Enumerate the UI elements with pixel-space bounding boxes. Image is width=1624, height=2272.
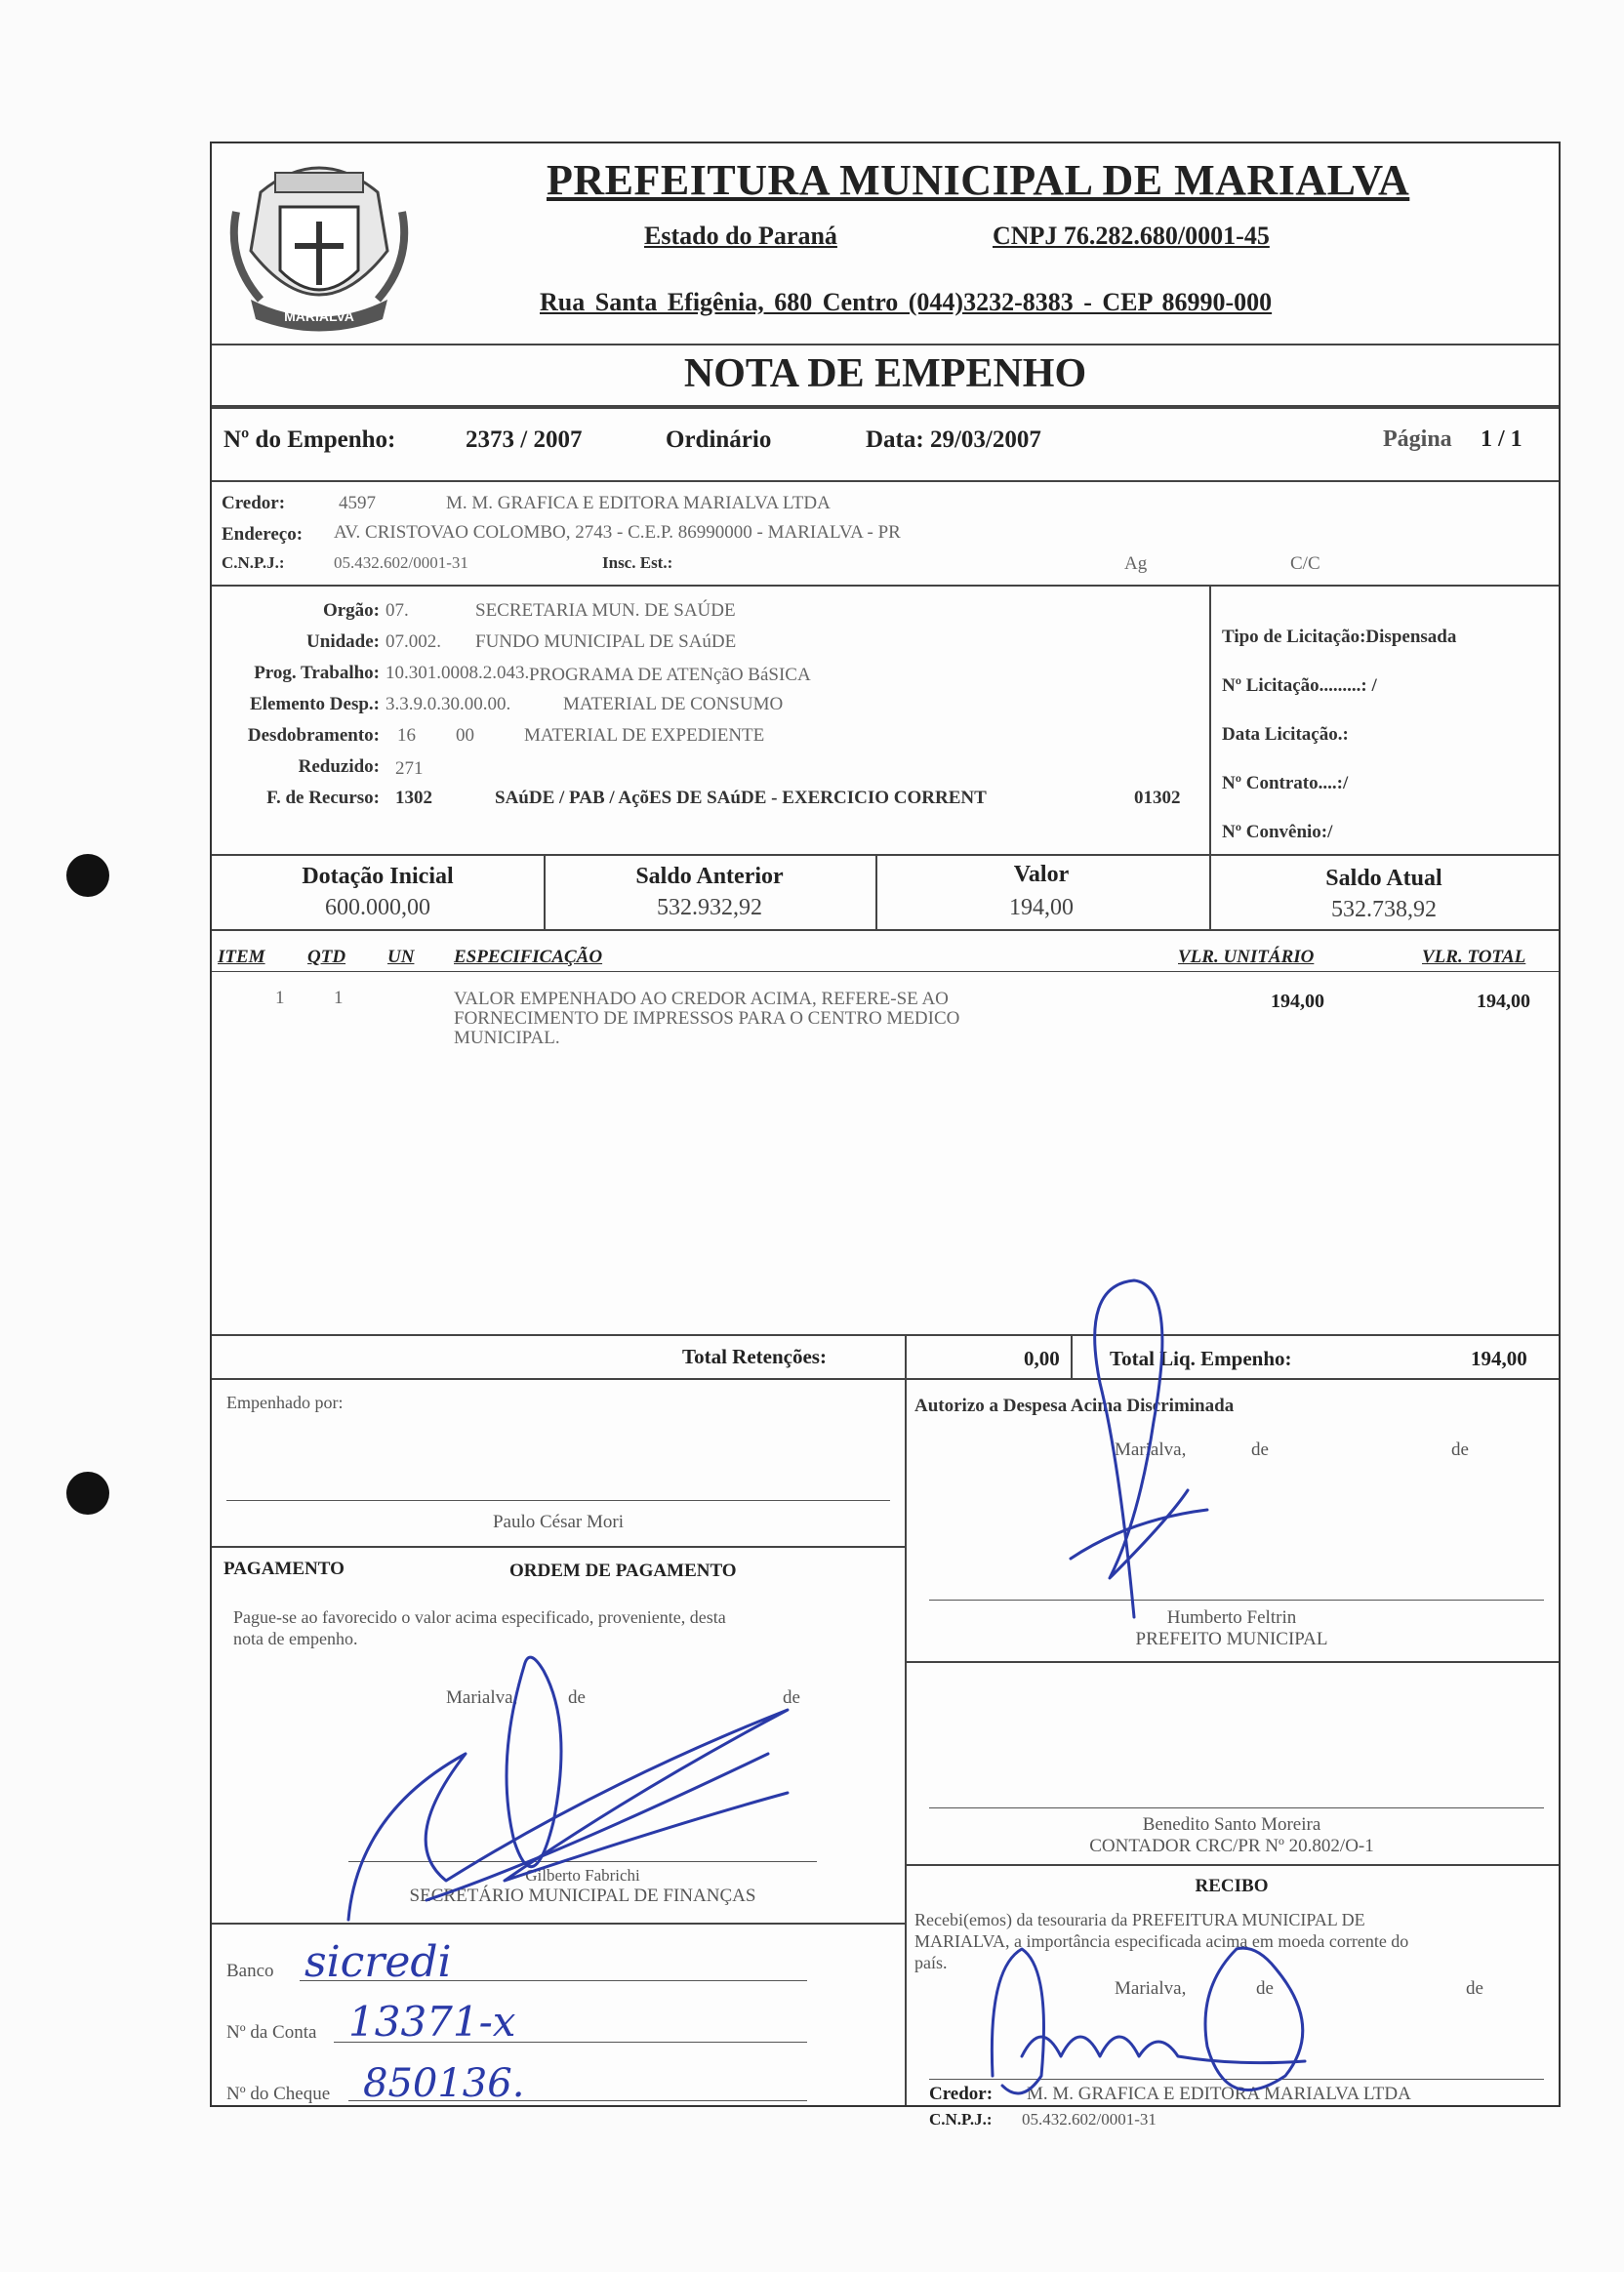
- recibo-de2: de: [1466, 1978, 1483, 1999]
- cnpj-label: CNPJ 76.282.680/0001-45: [993, 222, 1270, 250]
- address-label: Rua Santa Efigênia, 680 Centro (044)3232-8383 - CEP 86990-000: [540, 288, 1273, 316]
- col-qtd: QTD: [307, 947, 346, 967]
- unidade-label: Unidade:: [306, 631, 380, 652]
- numero-licitacao: Nº Licitação.........: /: [1222, 675, 1377, 696]
- empenho-number-label: Nº do Empenho:: [223, 426, 396, 453]
- item-desc-line2: FORNECIMENTO DE IMPRESSOS PARA O CENTRO MEDICO: [454, 1008, 960, 1029]
- valor-value: 194,00: [1009, 895, 1074, 920]
- cheque-label: Nº do Cheque: [226, 2084, 331, 2104]
- total-retencoes-label: Total Retenções:: [682, 1345, 827, 1368]
- banco-label: Banco: [226, 1961, 274, 1981]
- coat-of-arms-logo: [222, 153, 417, 344]
- numero-contrato: Nº Contrato....:/: [1222, 773, 1349, 793]
- insc-est-label: Insc. Est.:: [602, 553, 673, 572]
- page-title: PREFEITURA MUNICIPAL DE MARIALVA: [547, 156, 1410, 204]
- orgao-label: Orgão:: [322, 600, 380, 621]
- punch-hole-bottom: [66, 1472, 109, 1515]
- unidade-name: FUNDO MUNICIPAL DE SAúDE: [475, 631, 737, 652]
- empenho-date: Data: 29/03/2007: [866, 426, 1041, 453]
- credor-code: 4597: [339, 493, 376, 513]
- saldo-atual-value: 532.738,92: [1331, 897, 1437, 922]
- col-especificacao: ESPECIFICAÇÃO: [454, 947, 603, 967]
- endereco-value: AV. CRISTOVAO COLOMBO, 2743 - C.E.P. 86990000 - MARIALVA - PR: [334, 522, 901, 543]
- state-label: Estado do Paraná: [644, 222, 837, 250]
- ag-label: Ag: [1124, 553, 1148, 574]
- autorizo-place: Marialva,: [1115, 1440, 1187, 1460]
- dotacao-inicial-label: Dotação Inicial: [302, 864, 454, 889]
- total-liquido-value: 194,00: [1471, 1347, 1527, 1370]
- credor-signature: [983, 1929, 1412, 2115]
- tipo-licitacao: Tipo de Licitação:Dispensada: [1222, 627, 1457, 647]
- prog-trabalho-code: 10.301.0008.2.043.: [386, 663, 530, 683]
- recibo-cnpj-label: C.N.P.J.:: [929, 2110, 993, 2129]
- desdobramento-code1: 16: [397, 725, 416, 746]
- recurso-name: SAúDE / PAB / AçõES DE SAúDE - EXERCICIO CORRENT: [495, 788, 987, 808]
- elemento-code: 3.3.9.0.30.00.00.: [386, 694, 511, 714]
- valor-label: Valor: [1013, 862, 1070, 887]
- empenho-number-value: 2373 / 2007: [466, 426, 583, 453]
- col-vlr-total: VLR. TOTAL: [1422, 947, 1526, 967]
- col-un: UN: [387, 947, 415, 967]
- document-title: NOTA DE EMPENHO: [683, 351, 1087, 396]
- credor-cnpj-label: C.N.P.J.:: [222, 553, 285, 572]
- reduzido-value: 271: [395, 758, 424, 779]
- col-vlr-unitario: VLR. UNITÁRIO: [1178, 947, 1315, 967]
- recurso-code2: 01302: [1134, 788, 1181, 808]
- page-label: Página: [1383, 426, 1452, 452]
- recibo-credor-label: Credor:: [929, 2084, 994, 2104]
- pagamento-place: Marialva,: [446, 1687, 518, 1708]
- contador-role: CONTADOR CRC/PR Nº 20.802/O-1: [1089, 1836, 1374, 1856]
- punch-hole-top: [66, 854, 109, 897]
- contador-name: Benedito Santo Moreira: [1142, 1814, 1321, 1835]
- item-desc-line1: VALOR EMPENHADO AO CREDOR ACIMA, REFERE-SE AO: [454, 989, 949, 1009]
- recibo-cnpj-value: 05.432.602/0001-31: [1022, 2110, 1157, 2129]
- item-qtd: 1: [334, 988, 344, 1008]
- prefeito-signature: [1041, 1266, 1237, 1627]
- autorizo-de2: de: [1451, 1440, 1469, 1460]
- recibo-credor-value: M. M. GRAFICA E EDITORA MARIALVA LTDA: [1027, 2084, 1411, 2104]
- pagamento-de2: de: [783, 1687, 800, 1708]
- credor-cnpj-value: 05.432.602/0001-31: [334, 553, 468, 572]
- recibo-place: Marialva,: [1115, 1978, 1187, 1999]
- desdobramento-name: MATERIAL DE EXPEDIENTE: [524, 725, 765, 746]
- ordem-pagamento-label: ORDEM DE PAGAMENTO: [509, 1561, 737, 1581]
- col-item: ITEM: [218, 947, 265, 967]
- credor-name: M. M. GRAFICA E EDITORA MARIALVA LTDA: [446, 493, 831, 513]
- item-vlr-total: 194,00: [1477, 991, 1530, 1012]
- prefeito-role: PREFEITO MUNICIPAL: [1135, 1629, 1328, 1649]
- secretario-role: SECRETÁRIO MUNICIPAL DE FINANÇAS: [409, 1886, 756, 1906]
- elemento-name: MATERIAL DE CONSUMO: [563, 694, 784, 714]
- recurso-label: F. de Recurso:: [266, 788, 380, 808]
- conta-label: Nº da Conta: [226, 2022, 317, 2043]
- credor-label: Credor:: [222, 493, 286, 513]
- autorizo-label: Autorizo a Despesa Acima Discriminada: [914, 1396, 1235, 1416]
- recibo-text-line2: MARIALVA, a importância especificada acima em moeda corrente do: [914, 1931, 1409, 1951]
- recibo-text-line1: Recebi(emos) da tesouraria da PREFEITURA MUNICIPAL DE: [914, 1910, 1365, 1929]
- conta-value: 13371-x: [348, 1998, 516, 2046]
- prog-trabalho-label: Prog. Trabalho:: [254, 663, 380, 683]
- unidade-code: 07.002.: [386, 631, 441, 652]
- pagamento-text-line2: nota de empenho.: [233, 1629, 358, 1648]
- total-liquido-label: Total Liq. Empenho:: [1110, 1347, 1292, 1370]
- item-desc-line3: MUNICIPAL.: [454, 1028, 560, 1048]
- recibo-text-line3: país.: [914, 1953, 948, 1972]
- secretario-signature: [309, 1646, 817, 1929]
- nota-de-empenho-form: [210, 142, 1561, 2129]
- recibo-title: RECIBO: [1195, 1876, 1269, 1896]
- recibo-de1: de: [1256, 1978, 1274, 1999]
- banco-value: sicredi: [304, 1937, 452, 1987]
- logo-banner-text: MARIALVA: [284, 308, 354, 324]
- saldo-anterior-label: Saldo Anterior: [635, 864, 784, 889]
- total-retencoes-value: 0,00: [1024, 1347, 1060, 1370]
- pagamento-label: PAGAMENTO: [223, 1559, 345, 1579]
- cc-label: C/C: [1290, 553, 1320, 574]
- empenho-type: Ordinário: [666, 426, 772, 453]
- reduzido-label: Reduzido:: [298, 756, 380, 777]
- pagamento-text-line1: Pague-se ao favorecido o valor acima especificado, proveniente, desta: [233, 1607, 726, 1627]
- empenhado-por-label: Empenhado por:: [226, 1393, 344, 1412]
- numero-convenio: Nº Convênio:/: [1222, 822, 1333, 842]
- endereco-label: Endereço:: [222, 524, 304, 545]
- cheque-value: 850136.: [363, 2061, 525, 2106]
- saldo-atual-label: Saldo Atual: [1325, 866, 1442, 891]
- prog-trabalho-name: PROGRAMA DE ATENçãO BáSICA: [529, 665, 811, 685]
- recurso-code: 1302: [395, 788, 432, 808]
- data-licitacao: Data Licitação.:: [1222, 724, 1349, 745]
- autorizo-de1: de: [1251, 1440, 1269, 1460]
- elemento-label: Elemento Desp.:: [250, 694, 380, 714]
- item-number: 1: [275, 988, 285, 1008]
- orgao-name: SECRETARIA MUN. DE SAÚDE: [475, 600, 736, 621]
- secretario-name: Gilberto Fabrichi: [525, 1866, 640, 1885]
- saldo-anterior-value: 532.932,92: [657, 895, 762, 920]
- empenhado-signer: Paulo César Mori: [492, 1512, 625, 1532]
- item-vlr-unitario: 194,00: [1271, 991, 1324, 1012]
- prefeito-name: Humberto Feltrin: [1166, 1607, 1297, 1628]
- pagamento-de1: de: [568, 1687, 586, 1708]
- page-value: 1 / 1: [1481, 426, 1522, 452]
- desdobramento-code2: 00: [456, 725, 474, 746]
- orgao-code: 07.: [386, 600, 409, 621]
- desdobramento-label: Desdobramento:: [247, 725, 380, 746]
- dotacao-inicial-value: 600.000,00: [325, 895, 430, 920]
